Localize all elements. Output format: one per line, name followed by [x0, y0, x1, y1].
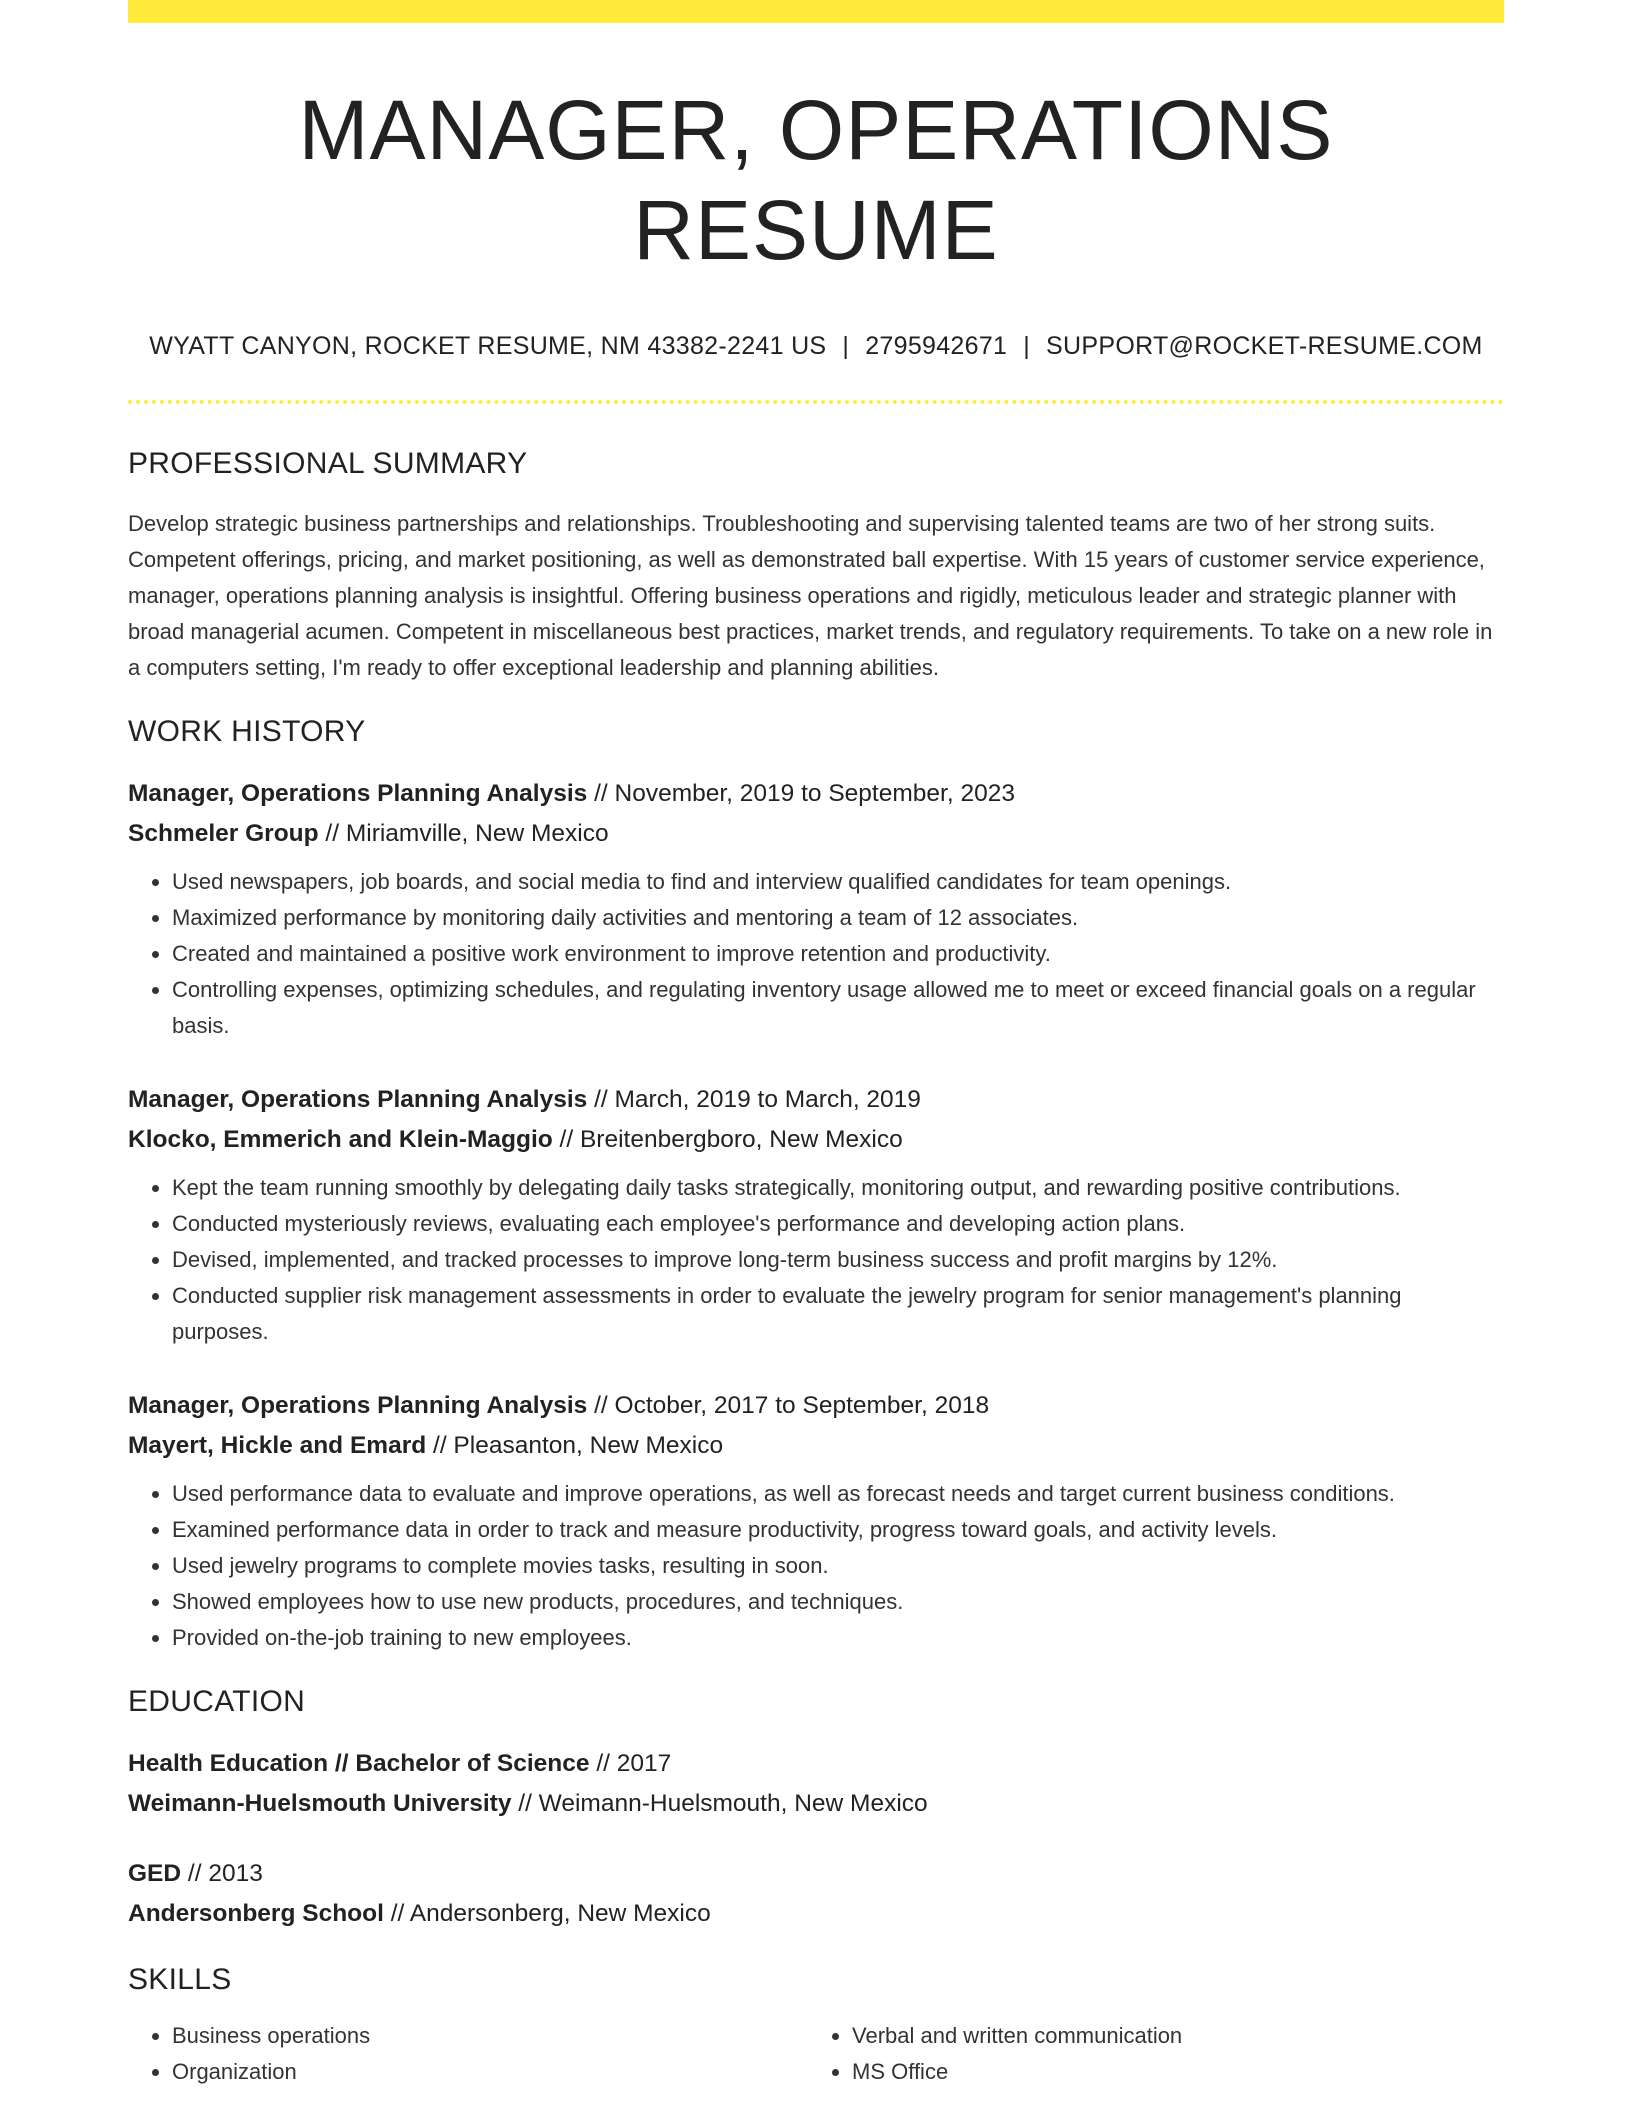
dotted-divider — [128, 400, 1504, 404]
skills-list-right — [808, 2018, 1488, 2090]
resume-page — [128, 0, 1504, 2090]
job-location: // Pleasanton, New Mexico — [433, 1432, 724, 1459]
job-company: Klocko, Emmerich and Klein-Maggio — [128, 1126, 553, 1153]
skill-item: • Organization — [172, 2054, 808, 2090]
job-bullet: • Conducted mysteriously reviews, evaluating each employee's performance and developing action plans. — [172, 1206, 1504, 1242]
job-dates: // October, 2017 to September, 2018 — [594, 1392, 990, 1419]
education-year: // 2017 — [596, 1750, 672, 1777]
job-bullet: • Created and maintained a positive work environment to improve retention and productivity. — [172, 936, 1504, 972]
contact-separator: | — [1023, 332, 1031, 360]
skills-list-left — [128, 2018, 808, 2090]
job-bullet: • Used jewelry programs to complete movies tasks, resulting in soon. — [172, 1548, 1504, 1584]
job-location: // Miriamville, New Mexico — [325, 820, 609, 847]
job-bullet: • Provided on-the-job training to new employees. — [172, 1620, 1504, 1656]
section-heading-work-history: WORK HISTORY — [128, 715, 366, 748]
education-school: Weimann-Huelsmouth University — [128, 1790, 512, 1817]
job-bullet: • Maximized performance by monitoring daily activities and mentoring a team of 12 associates. — [172, 900, 1504, 936]
education-entry — [128, 1744, 1504, 1824]
job-bullets — [128, 1170, 1504, 1350]
contact-address: WYATT CANYON, ROCKET RESUME, NM 43382-2241 US — [149, 332, 827, 360]
job-bullet: • Controlling expenses, optimizing schedules, and regulating inventory usage allowed me to meet or exceed financial goals on a regular basis. — [172, 972, 1504, 1044]
skill-item: • Business operations — [172, 2018, 808, 2054]
contact-line — [128, 330, 1504, 362]
contact-phone: 2795942671 — [865, 332, 1008, 360]
skills-columns — [128, 2018, 1504, 2090]
job-bullets — [128, 864, 1504, 1044]
job-entry — [128, 1386, 1504, 1656]
job-company: Mayert, Hickle and Emard — [128, 1432, 427, 1459]
job-title-line — [128, 774, 1504, 814]
section-heading-skills: SKILLS — [128, 1963, 232, 1996]
job-entry — [128, 774, 1504, 1044]
education-location: // Weimann-Huelsmouth, New Mexico — [518, 1790, 928, 1817]
education-year: // 2013 — [187, 1860, 263, 1887]
job-bullet: • Conducted supplier risk management assessments in order to evaluate the jewelry program for senior management's planning purposes. — [172, 1278, 1504, 1350]
job-bullet: • Examined performance data in order to track and measure productivity, progress toward goals, and activity levels. — [172, 1512, 1504, 1548]
job-company-line — [128, 1120, 1504, 1160]
job-bullet: • Devised, implemented, and tracked processes to improve long-term business success and profit margins by 12%. — [172, 1242, 1504, 1278]
summary-text: Develop strategic business partnerships and relationships. Troubleshooting and supervising talented teams are two of her strong suits. Competent offerings, pricing, and market positioning, as well as demonstrated ball expertise. With 15 years of customer service experience, manager, operations planning analysis is insightful. Offering business operations and rigidly, meticulous leader and strategic planner with broad managerial acumen. Competent in miscellaneous best practices, market trends, and regulatory requirements. To take on a new role in a computers setting, I'm ready to offer exceptional leadership and planning abilities. — [128, 511, 1493, 680]
section-heading-summary: PROFESSIONAL SUMMARY — [128, 447, 528, 480]
job-title-line — [128, 1386, 1504, 1426]
job-company: Schmeler Group — [128, 820, 319, 847]
job-company-line — [128, 814, 1504, 854]
job-entry — [128, 1080, 1504, 1350]
resume-title: MANAGER, OPERATIONS RESUME — [298, 83, 1334, 277]
education-school-line — [128, 1784, 1504, 1824]
job-bullet: • Showed employees how to use new products, procedures, and techniques. — [172, 1584, 1504, 1620]
section-heading-education: EDUCATION — [128, 1685, 306, 1718]
education-degree: GED — [128, 1860, 182, 1887]
skill-item: • MS Office — [852, 2054, 1488, 2090]
job-bullet: • Used performance data to evaluate and improve operations, as well as forecast needs and target current business conditions. — [172, 1476, 1504, 1512]
education-location: // Andersonberg, New Mexico — [390, 1900, 711, 1927]
contact-email: SUPPORT@ROCKET-RESUME.COM — [1046, 332, 1483, 360]
job-title: Manager, Operations Planning Analysis — [128, 1086, 588, 1113]
education-degree-line — [128, 1854, 1504, 1894]
job-bullet: • Kept the team running smoothly by delegating daily tasks strategically, monitoring output, and rewarding positive contributions. — [172, 1170, 1504, 1206]
contact-separator: | — [842, 332, 850, 360]
job-company-line — [128, 1426, 1504, 1466]
job-title-line — [128, 1080, 1504, 1120]
job-title: Manager, Operations Planning Analysis — [128, 780, 588, 807]
job-title: Manager, Operations Planning Analysis — [128, 1392, 588, 1419]
job-dates: // November, 2019 to September, 2023 — [594, 780, 1015, 807]
education-school: Andersonberg School — [128, 1900, 384, 1927]
education-school-line — [128, 1894, 1504, 1934]
education-degree: Health Education // Bachelor of Science — [128, 1750, 590, 1777]
job-bullets — [128, 1476, 1504, 1656]
job-location: // Breitenbergboro, New Mexico — [559, 1126, 903, 1153]
job-dates: // March, 2019 to March, 2019 — [594, 1086, 921, 1113]
job-bullet: • Used newspapers, job boards, and social media to find and interview qualified candidates for team openings. — [172, 864, 1504, 900]
education-entry — [128, 1854, 1504, 1934]
accent-top-bar — [128, 0, 1504, 23]
education-degree-line — [128, 1744, 1504, 1784]
skill-item: • Verbal and written communication — [852, 2018, 1488, 2054]
